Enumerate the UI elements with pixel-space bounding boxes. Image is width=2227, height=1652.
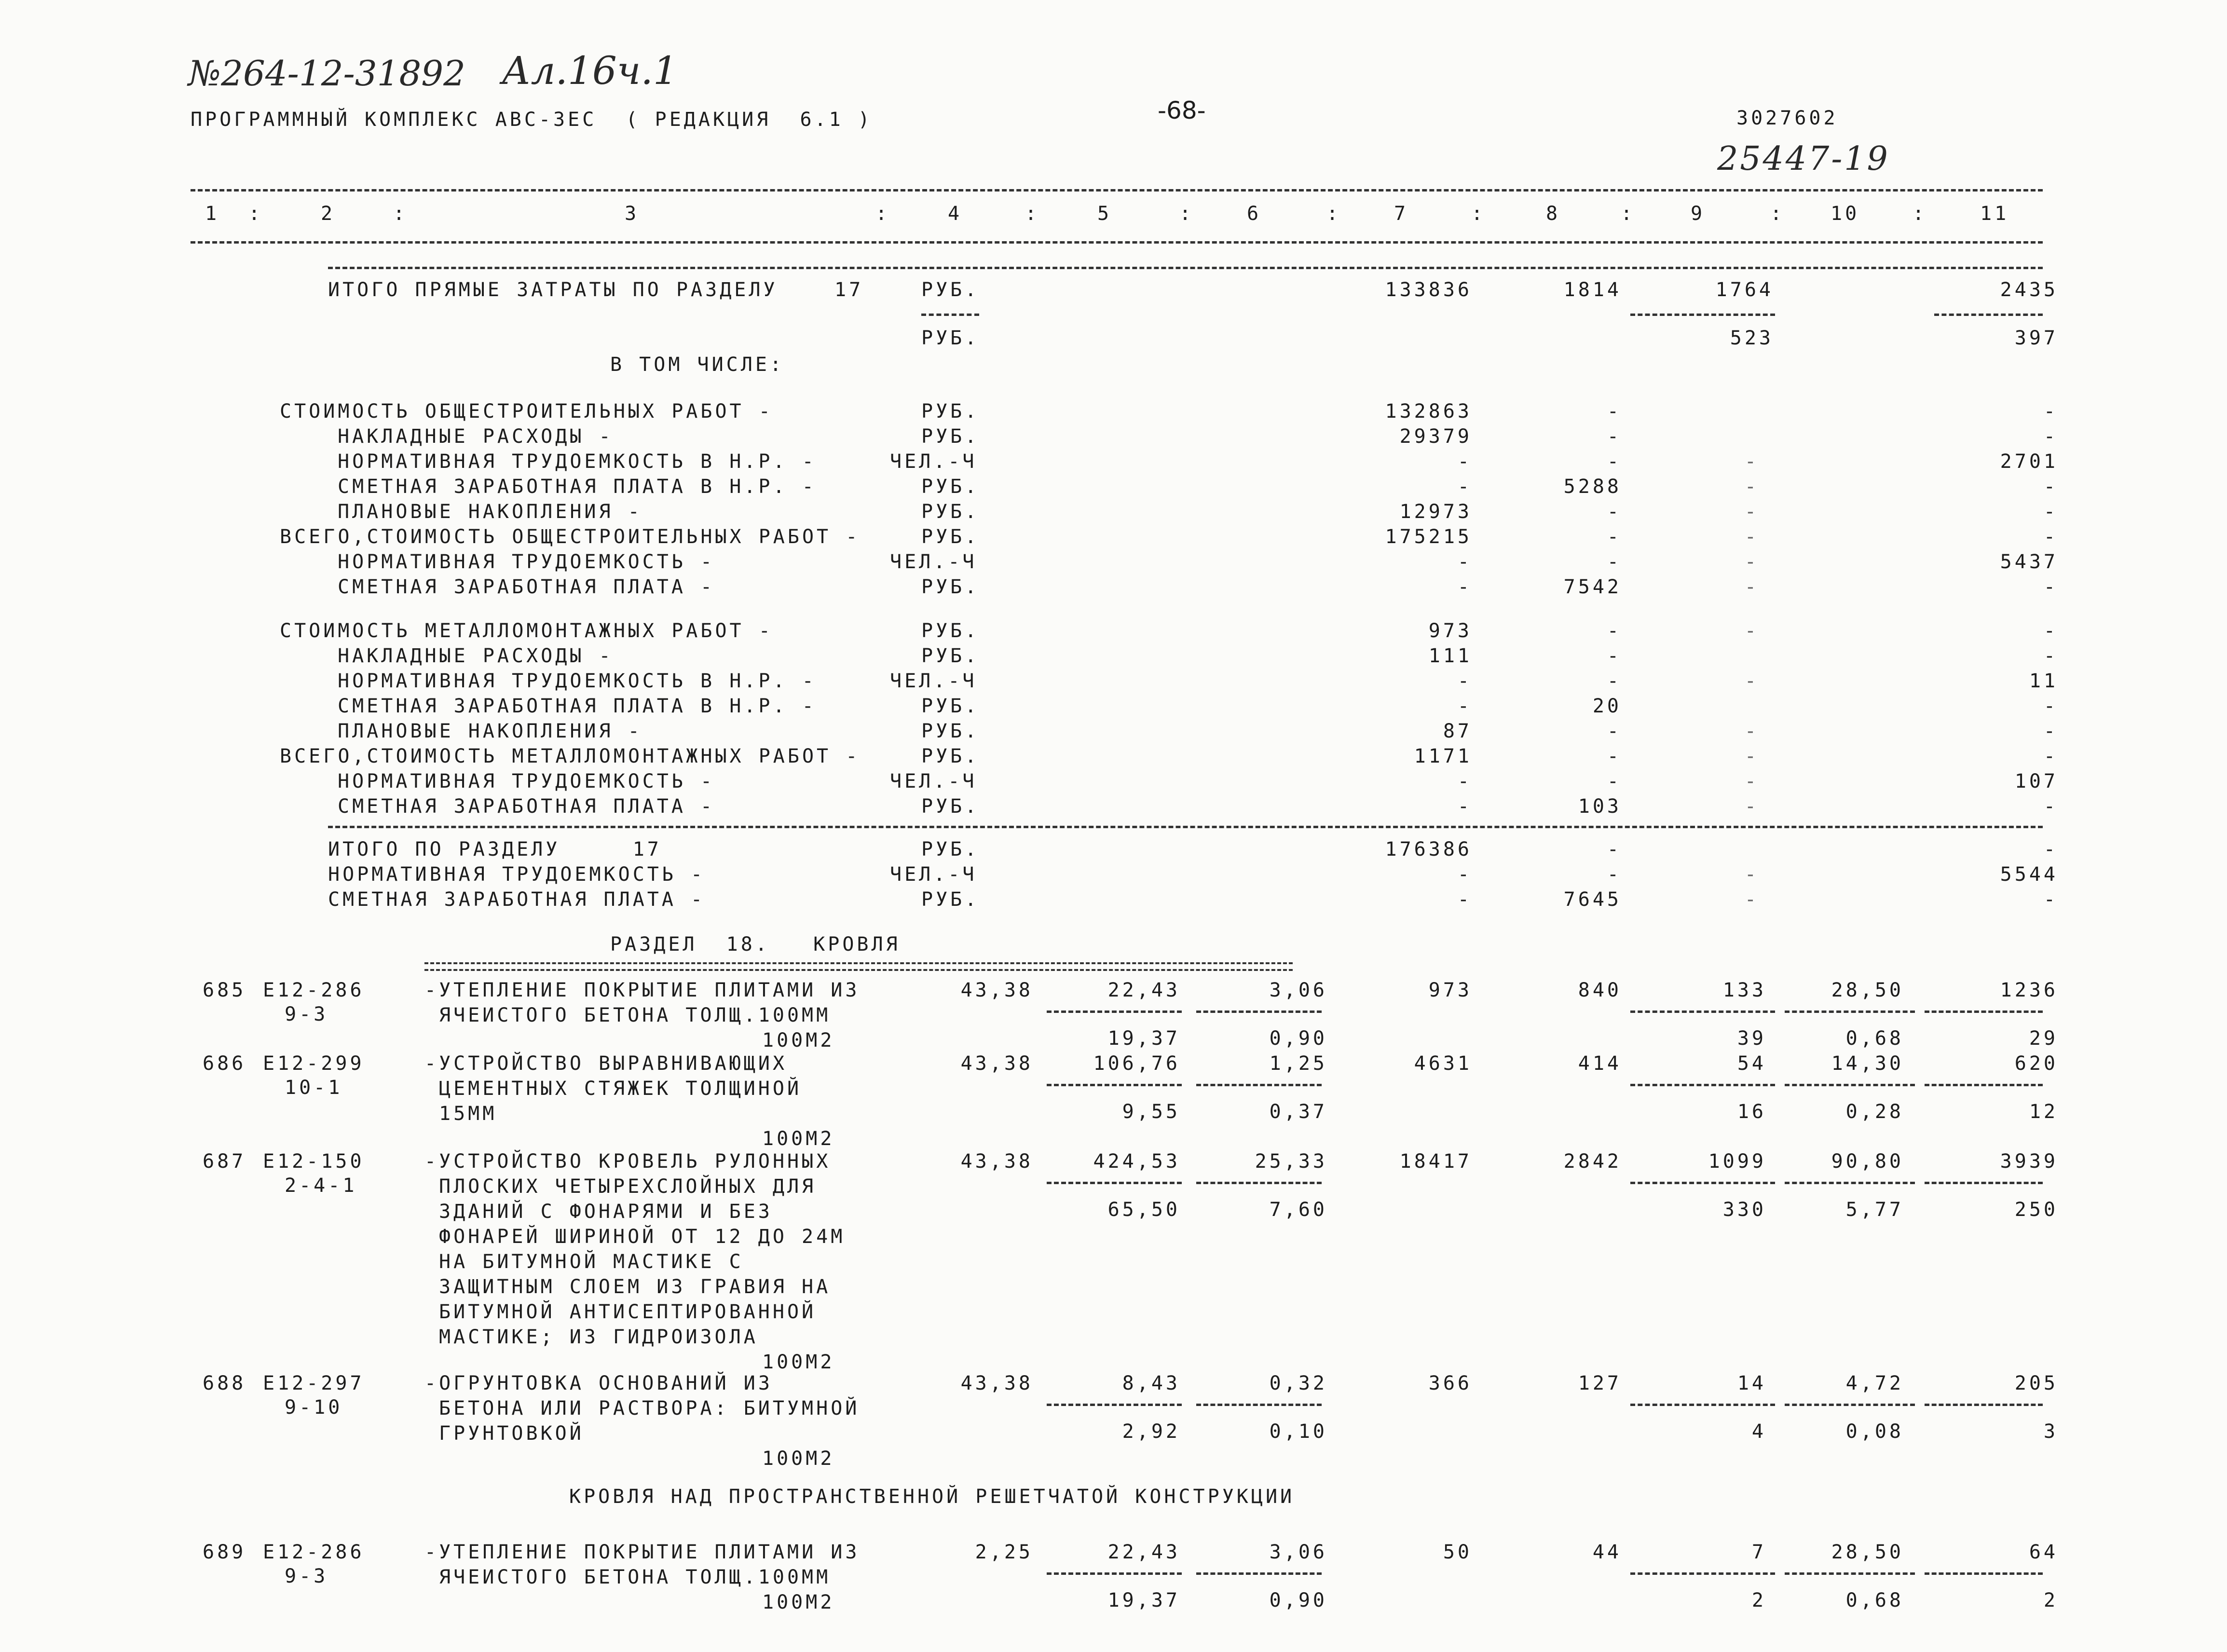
item-unit-price: 424,53 bbox=[1093, 1150, 1180, 1173]
direct-costs-col7: 133836 bbox=[1385, 279, 1472, 301]
summary-col9: - bbox=[1744, 501, 1759, 523]
item-labor-total-machine: 29 bbox=[2029, 1027, 2058, 1050]
summary-col9: - bbox=[1744, 620, 1759, 642]
item-wages: 414 bbox=[1578, 1052, 1622, 1075]
item-rule bbox=[1925, 1010, 2043, 1013]
handwritten-document-number: №264-12-31892 bbox=[188, 53, 465, 94]
summary-col11: - bbox=[2043, 526, 2058, 548]
summary-col11: 107 bbox=[2014, 770, 2058, 792]
col-1: 1 bbox=[205, 203, 220, 225]
item-rule bbox=[1785, 1084, 1915, 1086]
col-8: 8 bbox=[1546, 203, 1561, 225]
item-rule bbox=[1047, 1182, 1182, 1184]
summary-col9: - bbox=[1744, 745, 1759, 767]
item-description-line: ЯЧЕИСТОГО БЕТОНА ТОЛЩ.100ММ bbox=[439, 1566, 831, 1588]
header-bottom-rule bbox=[191, 241, 2043, 244]
item-code: Е12-299 bbox=[263, 1052, 365, 1075]
page-number: -68- bbox=[1158, 96, 1206, 124]
item-description-line: -УСТРОЙСТВО ВЫРАВНИВАЮЩИХ bbox=[424, 1052, 788, 1075]
item-description-line: ЯЧЕИСТОГО БЕТОНА ТОЛЩ.100ММ bbox=[439, 1004, 831, 1026]
item-rule bbox=[1196, 1010, 1322, 1013]
item-rule bbox=[1925, 1404, 2043, 1406]
item-rule bbox=[1047, 1084, 1182, 1086]
subsection-title: КРОВЛЯ НАД ПРОСТРАНСТВЕННОЙ РЕШЕТЧАТОЙ КОНСТРУКЦИИ bbox=[569, 1486, 1295, 1508]
item-rule bbox=[1785, 1010, 1915, 1013]
col-5: 5 bbox=[1097, 203, 1112, 225]
item-labor-total-machine: 2 bbox=[2043, 1589, 2058, 1611]
item-wages: 127 bbox=[1578, 1372, 1622, 1394]
item-unit-machine-wages: 0,37 bbox=[1269, 1101, 1327, 1123]
item-rule bbox=[1925, 1084, 2043, 1086]
item-unit-price: 22,43 bbox=[1107, 1541, 1180, 1563]
summary-col7: - bbox=[1457, 695, 1472, 717]
summary-label: СТОИМОСТЬ МЕТАЛЛОМОНТАЖНЫХ РАБОТ - bbox=[280, 620, 773, 642]
summary-unit: РУБ. bbox=[921, 425, 980, 448]
item-number: 688 bbox=[203, 1372, 246, 1394]
item-unit-machine: 1,25 bbox=[1269, 1052, 1327, 1075]
item-labor-unit-machine: 5,77 bbox=[1845, 1199, 1904, 1221]
item-rule bbox=[1047, 1572, 1182, 1575]
summary-col8: - bbox=[1607, 501, 1622, 523]
item-labor-unit: 28,50 bbox=[1831, 979, 1904, 1001]
summary-unit: РУБ. bbox=[921, 526, 980, 548]
item-labor-total-machine: 12 bbox=[2029, 1101, 2058, 1123]
summary-col8: - bbox=[1607, 451, 1622, 473]
summary-col7: 87 bbox=[1443, 720, 1472, 742]
item-machine-wages: 330 bbox=[1722, 1199, 1766, 1221]
item-code: Е12-286 bbox=[263, 1541, 365, 1563]
summary-col7: - bbox=[1457, 576, 1472, 598]
direct-costs-label: ИТОГО ПРЯМЫЕ ЗАТРАТЫ ПО РАЗДЕЛУ bbox=[328, 279, 778, 301]
item-labor-unit: 14,30 bbox=[1831, 1052, 1904, 1075]
col-7: 7 bbox=[1394, 203, 1409, 225]
item-description-line: БЕТОНА ИЛИ РАСТВОРА: БИТУМНОЙ bbox=[439, 1397, 860, 1420]
short-rule bbox=[921, 314, 979, 316]
summary-col8: 7645 bbox=[1563, 888, 1622, 911]
summary-label: НАКЛАДНЫЕ РАСХОДЫ - bbox=[338, 645, 614, 667]
summary-col11: - bbox=[2043, 645, 2058, 667]
summary-unit: ЧЕЛ.-Ч bbox=[890, 451, 977, 473]
section-rule bbox=[328, 267, 2043, 269]
summary-label: ИТОГО ПО РАЗДЕЛУ 17 bbox=[328, 838, 662, 860]
summary-col7: - bbox=[1457, 451, 1472, 473]
summary-col7: - bbox=[1457, 770, 1472, 792]
item-code-sub: 10-1 bbox=[285, 1077, 343, 1099]
summary-col9: - bbox=[1744, 888, 1759, 911]
summary-col8: - bbox=[1607, 838, 1622, 860]
summary-col7: 12973 bbox=[1399, 501, 1472, 523]
item-rule bbox=[1196, 1084, 1322, 1086]
summary-col11: - bbox=[2043, 745, 2058, 767]
summary-col8: - bbox=[1607, 770, 1622, 792]
item-machine-wages: 16 bbox=[1737, 1101, 1766, 1123]
direct-costs-col11-b: 397 bbox=[2014, 327, 2058, 349]
summary-col8: - bbox=[1607, 670, 1622, 692]
col-sep: : bbox=[1621, 203, 1636, 225]
item-description-line: ЦЕМЕНТНЫХ СТЯЖЕК ТОЛЩИНОЙ bbox=[439, 1078, 802, 1100]
summary-col7: 1171 bbox=[1414, 745, 1472, 767]
summary-unit: ЧЕЛ.-Ч bbox=[890, 670, 977, 692]
summary-col9: - bbox=[1744, 551, 1759, 573]
summary-unit: РУБ. bbox=[921, 888, 980, 911]
summary-col8: 20 bbox=[1592, 695, 1622, 717]
summary-col11: - bbox=[2043, 695, 2058, 717]
summary-label: СМЕТНАЯ ЗАРАБОТНАЯ ПЛАТА В Н.Р. - bbox=[338, 476, 817, 498]
item-code: Е12-297 bbox=[263, 1372, 365, 1394]
direct-costs-col11: 2435 bbox=[2000, 279, 2058, 301]
item-machine: 1099 bbox=[1708, 1150, 1766, 1173]
item-code-sub: 9-3 bbox=[285, 1003, 328, 1025]
col-sep: : bbox=[1179, 203, 1194, 225]
summary-col7: 176386 bbox=[1385, 838, 1472, 860]
item-unit-machine: 3,06 bbox=[1269, 979, 1327, 1001]
summary-col11: - bbox=[2043, 838, 2058, 860]
item-labor-total-machine: 3 bbox=[2043, 1420, 2058, 1443]
summary-col8: 103 bbox=[1578, 795, 1622, 818]
item-rule bbox=[1785, 1572, 1915, 1575]
item-quantity: 43,38 bbox=[960, 1150, 1033, 1173]
summary-col8: - bbox=[1607, 551, 1622, 573]
summary-col9: - bbox=[1744, 476, 1759, 498]
item-unit-price-wages: 19,37 bbox=[1107, 1027, 1180, 1050]
col-sep: : bbox=[248, 203, 263, 225]
item-unit: 100М2 bbox=[762, 1351, 835, 1373]
item-rule bbox=[1630, 1404, 1775, 1406]
direct-costs-section-number: 17 bbox=[834, 279, 864, 301]
item-labor-unit-machine: 0,28 bbox=[1845, 1101, 1904, 1123]
section-total-rule bbox=[328, 826, 2043, 828]
item-code-sub: 2-4-1 bbox=[285, 1174, 357, 1197]
item-unit-price-wages: 65,50 bbox=[1107, 1199, 1180, 1221]
summary-unit: ЧЕЛ.-Ч bbox=[890, 551, 977, 573]
item-number: 686 bbox=[203, 1052, 246, 1075]
summary-unit: РУБ. bbox=[921, 795, 980, 818]
item-unit-machine-wages: 0,90 bbox=[1269, 1589, 1327, 1611]
item-labor-unit-machine: 0,68 bbox=[1845, 1589, 1904, 1611]
item-machine-wages: 4 bbox=[1751, 1420, 1766, 1443]
col-sep: : bbox=[1770, 203, 1785, 225]
summary-col9: - bbox=[1744, 576, 1759, 598]
item-rule bbox=[1196, 1572, 1322, 1575]
summary-unit: РУБ. bbox=[921, 620, 980, 642]
item-number: 685 bbox=[203, 979, 246, 1001]
summary-col11: - bbox=[2043, 476, 2058, 498]
item-labor-total: 620 bbox=[2014, 1052, 2058, 1075]
item-description-line: ГРУНТОВКОЙ bbox=[439, 1422, 584, 1445]
summary-col8: 7542 bbox=[1563, 576, 1622, 598]
item-unit: 100М2 bbox=[762, 1128, 835, 1150]
col-6: 6 bbox=[1247, 203, 1262, 225]
summary-col11: 5437 bbox=[2000, 551, 2058, 573]
summary-col9: - bbox=[1744, 770, 1759, 792]
direct-costs-col8: 1814 bbox=[1563, 279, 1622, 301]
including-heading: В ТОМ ЧИСЛЕ: bbox=[610, 354, 784, 376]
item-machine-wages: 39 bbox=[1737, 1027, 1766, 1050]
item-description-line: БИТУМНОЙ АНТИСЕПТИРОВАННОЙ bbox=[439, 1301, 817, 1323]
summary-label: НОРМАТИВНАЯ ТРУДОЕМКОСТЬ В Н.Р. - bbox=[338, 670, 817, 692]
item-total: 18417 bbox=[1399, 1150, 1472, 1173]
item-number: 687 bbox=[203, 1150, 246, 1173]
summary-col7: - bbox=[1457, 670, 1472, 692]
summary-label: ПЛАНОВЫЕ НАКОПЛЕНИЯ - bbox=[338, 501, 642, 523]
col-4: 4 bbox=[948, 203, 963, 225]
item-unit-price-wages: 9,55 bbox=[1122, 1101, 1180, 1123]
summary-label: ПЛАНОВЫЕ НАКОПЛЕНИЯ - bbox=[338, 720, 642, 742]
item-rule bbox=[1925, 1572, 2043, 1575]
item-description-line: ФОНАРЕЙ ШИРИНОЙ ОТ 12 ДО 24М bbox=[439, 1226, 846, 1248]
summary-unit: РУБ. bbox=[921, 838, 980, 860]
program-title: ПРОГРАММНЫЙ КОМПЛЕКС АВС-3ЕС ( РЕДАКЦИЯ 6.1 ) bbox=[191, 109, 873, 131]
summary-label: СМЕТНАЯ ЗАРАБОТНАЯ ПЛАТА - bbox=[338, 795, 715, 818]
item-rule bbox=[1630, 1010, 1775, 1013]
summary-unit: РУБ. bbox=[921, 400, 980, 423]
summary-col7: - bbox=[1457, 888, 1472, 911]
summary-label: ВСЕГО,СТОИМОСТЬ ОБЩЕСТРОИТЕЛЬНЫХ РАБОТ - bbox=[280, 526, 861, 548]
item-machine: 54 bbox=[1737, 1052, 1766, 1075]
summary-col8: - bbox=[1607, 863, 1622, 886]
item-unit-machine: 0,32 bbox=[1269, 1372, 1327, 1394]
column-header-row bbox=[191, 203, 2043, 232]
summary-col11: - bbox=[2043, 425, 2058, 448]
summary-col11: - bbox=[2043, 795, 2058, 818]
item-labor-total-machine: 250 bbox=[2014, 1199, 2058, 1221]
item-rule bbox=[1047, 1010, 1182, 1013]
col-sep: : bbox=[1913, 203, 1927, 225]
summary-unit: РУБ. bbox=[921, 645, 980, 667]
col-11: 11 bbox=[1980, 203, 2009, 225]
summary-unit: ЧЕЛ.-Ч bbox=[890, 863, 977, 886]
summary-col11: - bbox=[2043, 888, 2058, 911]
item-labor-total: 1236 bbox=[2000, 979, 2058, 1001]
item-total: 366 bbox=[1428, 1372, 1472, 1394]
summary-col9: - bbox=[1744, 795, 1759, 818]
item-rule bbox=[1925, 1182, 2043, 1184]
summary-label: НОРМАТИВНАЯ ТРУДОЕМКОСТЬ - bbox=[328, 863, 706, 886]
item-rule bbox=[1630, 1182, 1775, 1184]
item-labor-total: 3939 bbox=[2000, 1150, 2058, 1173]
item-code-sub: 9-10 bbox=[285, 1396, 343, 1419]
item-unit-price-wages: 19,37 bbox=[1107, 1589, 1180, 1611]
item-labor-unit: 4,72 bbox=[1845, 1372, 1904, 1394]
item-code: Е12-286 bbox=[263, 979, 365, 1001]
summary-col7: 29379 bbox=[1399, 425, 1472, 448]
item-code: Е12-150 bbox=[263, 1150, 365, 1173]
summary-col9: - bbox=[1744, 526, 1759, 548]
summary-label: ВСЕГО,СТОИМОСТЬ МЕТАЛЛОМОНТАЖНЫХ РАБОТ - bbox=[280, 745, 861, 767]
item-unit-machine: 3,06 bbox=[1269, 1541, 1327, 1563]
col-sep: : bbox=[1025, 203, 1040, 225]
short-rule bbox=[1630, 314, 1775, 316]
item-description-line: -ОГРУНТОВКА ОСНОВАНИЙ ИЗ bbox=[424, 1372, 773, 1394]
item-labor-unit-machine: 0,68 bbox=[1845, 1027, 1904, 1050]
item-description-line: ЗДАНИЙ С ФОНАРЯМИ И БЕЗ bbox=[439, 1201, 773, 1223]
summary-col8: - bbox=[1607, 745, 1622, 767]
short-rule bbox=[1934, 314, 2043, 316]
item-wages: 840 bbox=[1578, 979, 1622, 1001]
summary-col9: - bbox=[1744, 720, 1759, 742]
summary-unit: ЧЕЛ.-Ч bbox=[890, 770, 977, 792]
col-sep: : bbox=[1471, 203, 1486, 225]
section18-double-rule bbox=[424, 962, 1293, 971]
summary-col7: - bbox=[1457, 795, 1472, 818]
direct-costs-unit-2: РУБ. bbox=[921, 327, 980, 349]
summary-col9: - bbox=[1744, 451, 1759, 473]
item-machine-wages: 2 bbox=[1751, 1589, 1766, 1611]
col-sep: : bbox=[393, 203, 408, 225]
summary-unit: РУБ. bbox=[921, 576, 980, 598]
item-rule bbox=[1630, 1572, 1775, 1575]
item-rule bbox=[1785, 1404, 1915, 1406]
summary-col11: - bbox=[2043, 720, 2058, 742]
direct-costs-col9: 1764 bbox=[1715, 279, 1774, 301]
summary-label: СМЕТНАЯ ЗАРАБОТНАЯ ПЛАТА - bbox=[338, 576, 715, 598]
summary-col11: 5544 bbox=[2000, 863, 2058, 886]
summary-col11: - bbox=[2043, 576, 2058, 598]
col-10: 10 bbox=[1831, 203, 1860, 225]
summary-col8: 5288 bbox=[1563, 476, 1622, 498]
summary-unit: РУБ. bbox=[921, 695, 980, 717]
summary-label: НОРМАТИВНАЯ ТРУДОЕМКОСТЬ В Н.Р. - bbox=[338, 451, 817, 473]
item-unit: 100М2 bbox=[762, 1591, 835, 1613]
handwritten-album-ref: Ал.16ч.1 bbox=[502, 48, 678, 93]
item-description-line: ЗАЩИТНЫМ СЛОЕМ ИЗ ГРАВИЯ НА bbox=[439, 1276, 831, 1298]
summary-unit: РУБ. bbox=[921, 745, 980, 767]
item-labor-total: 64 bbox=[2029, 1541, 2058, 1563]
item-rule bbox=[1196, 1404, 1322, 1406]
summary-col7: 111 bbox=[1428, 645, 1472, 667]
summary-unit: РУБ. bbox=[921, 501, 980, 523]
item-description-line: ПЛОСКИХ ЧЕТЫРЕХСЛОЙНЫХ ДЛЯ bbox=[439, 1175, 817, 1198]
summary-col9: - bbox=[1744, 670, 1759, 692]
item-description-line: НА БИТУМНОЙ МАСТИКЕ С bbox=[439, 1251, 744, 1273]
summary-col11: - bbox=[2043, 501, 2058, 523]
item-description-line: -УСТРОЙСТВО КРОВЕЛЬ РУЛОННЫХ bbox=[424, 1150, 831, 1173]
summary-col7: 175215 bbox=[1385, 526, 1472, 548]
item-wages: 44 bbox=[1592, 1541, 1622, 1563]
item-unit-machine-wages: 0,90 bbox=[1269, 1027, 1327, 1050]
item-unit-price: 106,76 bbox=[1093, 1052, 1180, 1075]
handwritten-code: 25447-19 bbox=[1717, 140, 1890, 178]
item-quantity: 43,38 bbox=[960, 1372, 1033, 1394]
summary-label: СМЕТНАЯ ЗАРАБОТНАЯ ПЛАТА - bbox=[328, 888, 706, 911]
document-code: 3027602 bbox=[1736, 107, 1838, 129]
item-quantity: 43,38 bbox=[960, 1052, 1033, 1075]
summary-col7: - bbox=[1457, 551, 1472, 573]
summary-unit: РУБ. bbox=[921, 476, 980, 498]
item-rule bbox=[1630, 1084, 1775, 1086]
item-description-line: -УТЕПЛЕНИЕ ПОКРЫТИЕ ПЛИТАМИ ИЗ bbox=[424, 979, 860, 1001]
summary-label: СТОИМОСТЬ ОБЩЕСТРОИТЕЛЬНЫХ РАБОТ - bbox=[280, 400, 773, 423]
summary-col7: - bbox=[1457, 476, 1472, 498]
summary-label: НОРМАТИВНАЯ ТРУДОЕМКОСТЬ - bbox=[338, 551, 715, 573]
item-unit-machine-wages: 7,60 bbox=[1269, 1199, 1327, 1221]
summary-unit: РУБ. bbox=[921, 720, 980, 742]
item-unit-machine-wages: 0,10 bbox=[1269, 1420, 1327, 1443]
item-unit-price: 22,43 bbox=[1107, 979, 1180, 1001]
col-2: 2 bbox=[321, 203, 336, 225]
item-rule bbox=[1047, 1404, 1182, 1406]
item-code-sub: 9-3 bbox=[285, 1565, 328, 1587]
item-number: 689 bbox=[203, 1541, 246, 1563]
summary-col11: - bbox=[2043, 620, 2058, 642]
summary-label: НОРМАТИВНАЯ ТРУДОЕМКОСТЬ - bbox=[338, 770, 715, 792]
summary-col7: 132863 bbox=[1385, 400, 1472, 423]
item-machine: 133 bbox=[1722, 979, 1766, 1001]
summary-col11: 11 bbox=[2029, 670, 2058, 692]
item-labor-unit: 90,80 bbox=[1831, 1150, 1904, 1173]
header-top-rule bbox=[191, 189, 2043, 191]
col-9: 9 bbox=[1691, 203, 1706, 225]
summary-col8: - bbox=[1607, 425, 1622, 448]
item-unit-price: 8,43 bbox=[1122, 1372, 1180, 1394]
summary-col7: - bbox=[1457, 863, 1472, 886]
item-total: 50 bbox=[1443, 1541, 1472, 1563]
item-unit-machine: 25,33 bbox=[1255, 1150, 1327, 1173]
col-sep: : bbox=[1326, 203, 1341, 225]
item-total: 4631 bbox=[1414, 1052, 1472, 1075]
item-total: 973 bbox=[1428, 979, 1472, 1001]
item-unit: 100М2 bbox=[762, 1029, 835, 1051]
item-labor-total: 205 bbox=[2014, 1372, 2058, 1394]
item-labor-unit-machine: 0,08 bbox=[1845, 1420, 1904, 1443]
item-labor-unit: 28,50 bbox=[1831, 1541, 1904, 1563]
item-quantity: 43,38 bbox=[960, 979, 1033, 1001]
direct-costs-col9-b: 523 bbox=[1730, 327, 1774, 349]
summary-col8: - bbox=[1607, 720, 1622, 742]
summary-label: НАКЛАДНЫЕ РАСХОДЫ - bbox=[338, 425, 614, 448]
col-3: 3 bbox=[625, 203, 640, 225]
summary-col8: - bbox=[1607, 645, 1622, 667]
item-rule bbox=[1196, 1182, 1322, 1184]
item-unit-price-wages: 2,92 bbox=[1122, 1420, 1180, 1443]
item-quantity: 2,25 bbox=[975, 1541, 1033, 1563]
item-unit: 100М2 bbox=[762, 1447, 835, 1470]
summary-label: СМЕТНАЯ ЗАРАБОТНАЯ ПЛАТА В Н.Р. - bbox=[338, 695, 817, 717]
col-sep: : bbox=[875, 203, 890, 225]
summary-col11: - bbox=[2043, 400, 2058, 423]
item-rule bbox=[1785, 1182, 1915, 1184]
summary-col8: - bbox=[1607, 400, 1622, 423]
section18-title: РАЗДЕЛ 18. КРОВЛЯ bbox=[610, 933, 901, 956]
summary-col9: - bbox=[1744, 863, 1759, 886]
item-description-line: -УТЕПЛЕНИЕ ПОКРЫТИЕ ПЛИТАМИ ИЗ bbox=[424, 1541, 860, 1563]
item-description-line: МАСТИКЕ; ИЗ ГИДРОИЗОЛА bbox=[439, 1326, 758, 1348]
direct-costs-unit: РУБ. bbox=[921, 279, 980, 301]
item-machine: 7 bbox=[1751, 1541, 1766, 1563]
summary-col8: - bbox=[1607, 620, 1622, 642]
summary-col11: 2701 bbox=[2000, 451, 2058, 473]
summary-col7: 973 bbox=[1428, 620, 1472, 642]
item-wages: 2842 bbox=[1563, 1150, 1622, 1173]
summary-col8: - bbox=[1607, 526, 1622, 548]
item-description-line: 15ММ bbox=[439, 1103, 497, 1125]
item-machine: 14 bbox=[1737, 1372, 1766, 1394]
